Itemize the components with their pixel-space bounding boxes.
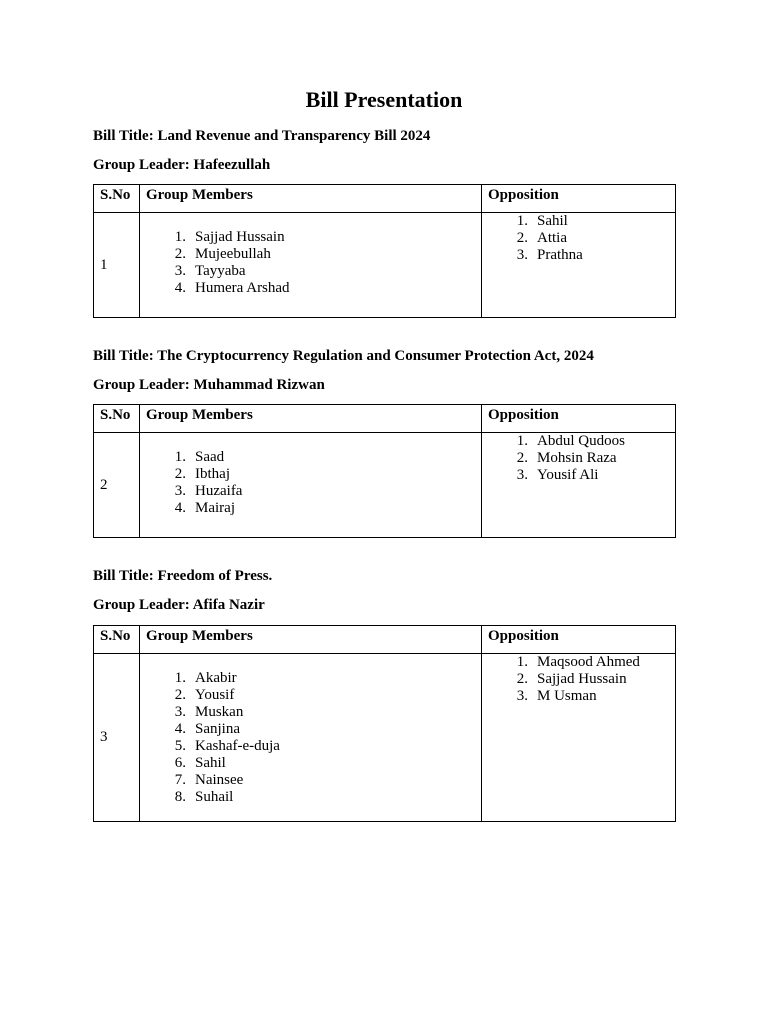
list-item-name: Huzaifa (195, 483, 243, 499)
group-leader-3: Group Leader: Afifa Nazir (93, 597, 265, 613)
list-item-number: 1. (174, 670, 186, 686)
members-cell (140, 213, 482, 318)
sno-cell: 1 (94, 213, 140, 318)
opposition-list (502, 213, 675, 264)
list-item-name: Yousif (195, 687, 235, 703)
list-item (160, 789, 481, 806)
list-item-number: 4. (174, 280, 186, 296)
list-item-name: Suhail (195, 789, 234, 805)
list-item-name: Sajjad Hussain (195, 229, 285, 245)
list-item-number: 1. (174, 449, 186, 465)
list-item-number: 2. (516, 450, 528, 466)
header-opposition-label: Opposition (488, 628, 559, 644)
list-item-name: Ibthaj (195, 466, 230, 482)
list-item (160, 500, 481, 517)
list-item-number: 3. (174, 483, 186, 499)
list-item-name: Saad (195, 449, 225, 465)
list-item (160, 738, 481, 755)
list-item (502, 654, 675, 671)
list-item-name: Abdul Qudoos (537, 433, 625, 449)
table-header-row (94, 626, 676, 654)
list-item-number: 5. (174, 738, 186, 754)
header-sno-label: S.No (100, 407, 131, 423)
opposition-cell (482, 654, 676, 822)
members-list (160, 229, 481, 297)
header-opposition (482, 185, 676, 213)
list-item (160, 755, 481, 772)
header-opposition-label: Opposition (488, 187, 559, 203)
list-item-name: Maqsood Ahmed (537, 654, 640, 670)
list-item-number: 2. (174, 246, 186, 262)
list-item (160, 687, 481, 704)
list-item-number: 3. (516, 688, 528, 704)
list-item-number: 6. (174, 755, 186, 771)
list-item (160, 772, 481, 789)
list-item-number: 8. (174, 789, 186, 805)
header-members (140, 405, 482, 433)
list-item-number: 1. (516, 213, 528, 229)
list-item-name: Akabir (195, 670, 237, 686)
group-leader-1: Group Leader: Hafeezullah (93, 157, 271, 173)
list-item (160, 704, 481, 721)
sno-cell: 2 (94, 433, 140, 538)
list-item-number: 3. (174, 263, 186, 279)
bill-table-3 (93, 625, 676, 822)
list-item-name: Sajjad Hussain (537, 671, 627, 687)
group-leader-2: Group Leader: Muhammad Rizwan (93, 377, 325, 393)
opposition-cell (482, 433, 676, 538)
list-item (160, 483, 481, 500)
list-item-name: Humera Arshad (195, 280, 290, 296)
header-members-label: Group Members (146, 187, 253, 203)
list-item (502, 467, 675, 484)
header-opposition-label: Opposition (488, 407, 559, 423)
list-item (160, 229, 481, 246)
header-members (140, 626, 482, 654)
list-item (160, 721, 481, 738)
list-item-name: Nainsee (195, 772, 244, 788)
list-item (502, 433, 675, 450)
header-sno-label: S.No (100, 187, 131, 203)
list-item-number: 3. (516, 467, 528, 483)
list-item (502, 230, 675, 247)
list-item-name: Sanjina (195, 721, 240, 737)
list-item (160, 280, 481, 297)
header-members-label: Group Members (146, 628, 253, 644)
list-item-name: Mohsin Raza (537, 450, 617, 466)
table-row (94, 654, 676, 822)
list-item-name: Sahil (537, 213, 568, 229)
list-item-name: Attia (537, 230, 567, 246)
bill-table-2 (93, 404, 676, 538)
list-item-number: 3. (516, 247, 528, 263)
opposition-cell (482, 213, 676, 318)
opposition-list (502, 433, 675, 484)
list-item-number: 2. (174, 687, 186, 703)
bill-table-1 (93, 184, 676, 318)
list-item (160, 466, 481, 483)
bill-title-3: Bill Title: Freedom of Press. (93, 568, 273, 584)
list-item-number: 4. (174, 500, 186, 516)
list-item-name: Tayyaba (195, 263, 246, 279)
list-item (502, 671, 675, 688)
list-item-number: 1. (516, 654, 528, 670)
list-item-name: Prathna (537, 247, 583, 263)
list-item (160, 263, 481, 280)
header-sno (94, 626, 140, 654)
members-cell (140, 654, 482, 822)
list-item (160, 246, 481, 263)
table-row (94, 213, 676, 318)
list-item-name: Kashaf-e-duja (195, 738, 280, 754)
list-item (502, 450, 675, 467)
list-item-number: 1. (516, 433, 528, 449)
table-header-row (94, 405, 676, 433)
bill-title-2: Bill Title: The Cryptocurrency Regulation and Consumer Protection Act, 2024 (93, 348, 594, 364)
header-members (140, 185, 482, 213)
list-item (502, 688, 675, 705)
bill-title-1: Bill Title: Land Revenue and Transparency Bill 2024 (93, 128, 431, 144)
list-item-name: M Usman (537, 688, 597, 704)
opposition-list (502, 654, 675, 705)
members-list (160, 449, 481, 517)
list-item-name: Yousif Ali (537, 467, 599, 483)
sno-cell: 3 (94, 654, 140, 822)
list-item-name: Muskan (195, 704, 244, 720)
list-item-name: Mairaj (195, 500, 235, 516)
header-sno (94, 185, 140, 213)
header-opposition (482, 626, 676, 654)
list-item-number: 7. (174, 772, 186, 788)
list-item (502, 247, 675, 264)
list-item-number: 4. (174, 721, 186, 737)
list-item-number: 3. (174, 704, 186, 720)
header-sno-label: S.No (100, 628, 131, 644)
page-title: Bill Presentation (305, 87, 463, 112)
list-item-number: 2. (516, 671, 528, 687)
list-item (502, 213, 675, 230)
list-item-number: 2. (174, 466, 186, 482)
header-opposition (482, 405, 676, 433)
header-sno (94, 405, 140, 433)
list-item (160, 670, 481, 687)
list-item-name: Sahil (195, 755, 226, 771)
list-item (160, 449, 481, 466)
list-item-number: 1. (174, 229, 186, 245)
members-cell (140, 433, 482, 538)
members-list (160, 670, 481, 806)
list-item-number: 2. (516, 230, 528, 246)
table-header-row (94, 185, 676, 213)
table-row (94, 433, 676, 538)
list-item-name: Mujeebullah (195, 246, 271, 262)
header-members-label: Group Members (146, 407, 253, 423)
